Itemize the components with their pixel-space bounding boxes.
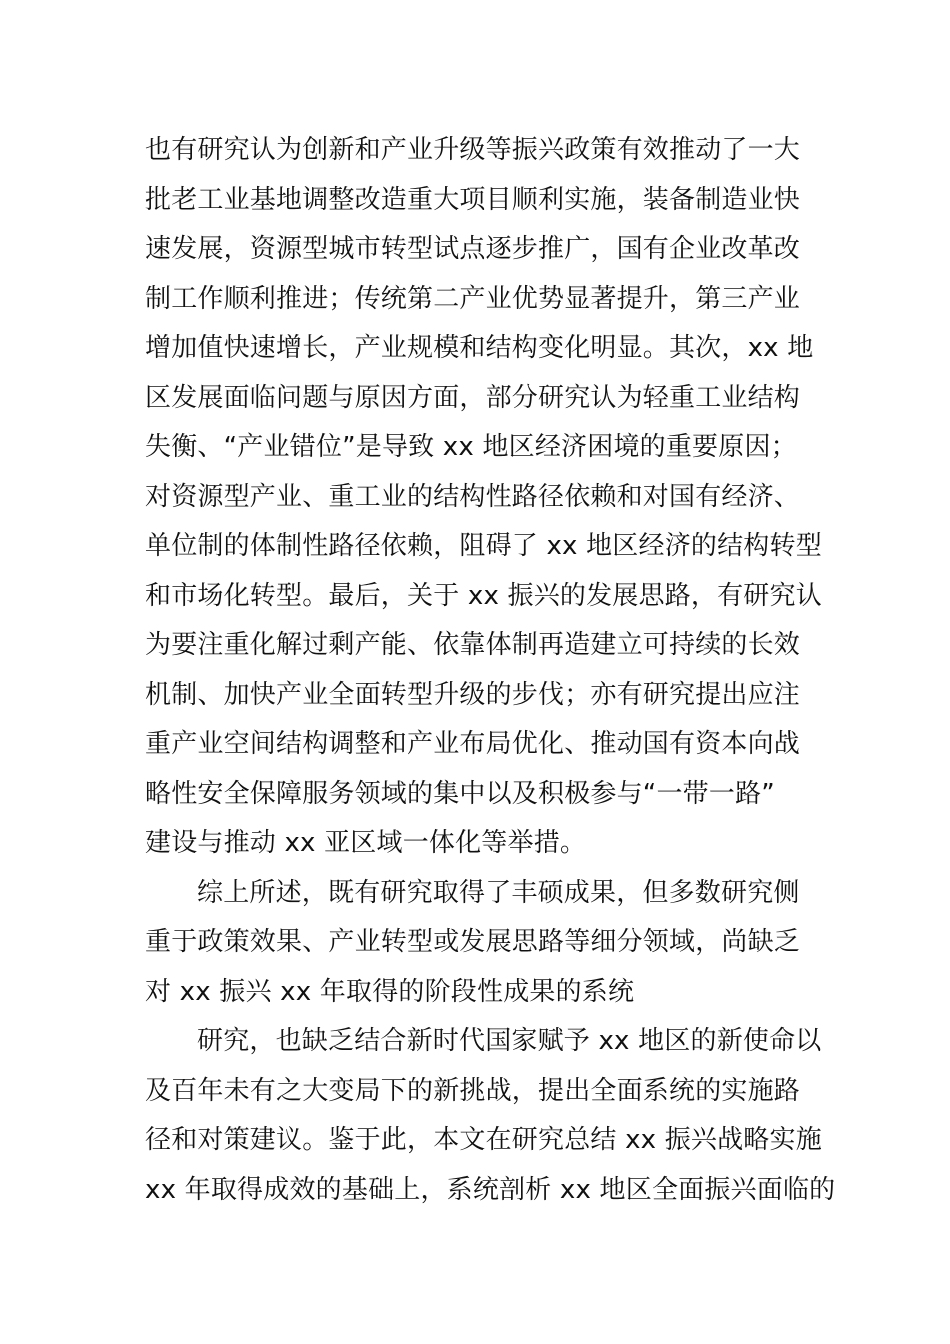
paragraph-first-line: 综上所述，既有研究取得了丰硕成果，但多数研究侧 [197,877,800,908]
text-line: 重产业空间结构调整和产业布局优化、推动国有资本向战 [145,729,801,759]
paragraph-first-line: 研究，也缺乏结合新时代国家赋予 xx 地区的新使命以 [197,1026,822,1056]
text-line: 机制、加快产业全面转型升级的步伐；亦有研究提出应注 [145,679,801,710]
body-text [145,126,836,1215]
text-line: 及百年未有之大变局下的新挑战，提出全面系统的实施路 [145,1075,801,1106]
text-line: 径和对策建议。鉴于此，本文在研究总结 xx 振兴战略实施 [145,1125,822,1155]
text-line: 建设与推动 xx 亚区域一体化等举措。 [145,828,587,858]
text-line: 为要注重化解过剩产能、依靠体制再造建立可持续的长效 [145,630,801,660]
text-line: 速发展，资源型城市转型试点逐步推广，国有企业改革改 [145,234,801,264]
text-line: 单位制的体制性路径依赖，阻碍了 xx 地区经济的结构转型 [145,531,822,561]
text-line: 增加值快速增长，产业规模和结构变化明显。其次，xx 地 [145,333,814,363]
text-line: 区发展面临问题与原因方面，部分研究认为轻重工业结构 [145,382,801,413]
text-line: 和市场化转型。最后，关于 xx 振兴的发展思路，有研究认 [145,580,822,611]
text-line: 重于政策效果、产业转型或发展思路等细分领域，尚缺乏 [145,927,801,957]
text-line: 略性安全保障服务领域的集中以及积极参与“一带一路” [145,778,775,809]
text-line: xx 年取得成效的基础上，系统剖析 xx 地区全面振兴面临的 [145,1174,836,1205]
text-line: 制工作顺利推进；传统第二产业优势显著提升，第三产业 [145,283,801,314]
text-line: 也有研究认为创新和产业升级等振兴政策有效推动了一大 [145,135,801,165]
text-line: 失衡、“产业错位”是导致 xx 地区经济困境的重要原因； [145,432,797,462]
text-line: 对 xx 振兴 xx 年取得的阶段性成果的系统 [145,976,635,1007]
text-line: 批老工业基地调整改造重大项目顺利实施，装备制造业快 [145,184,801,215]
text-line: 对资源型产业、重工业的结构性路径依赖和对国有经济、 [145,481,801,512]
